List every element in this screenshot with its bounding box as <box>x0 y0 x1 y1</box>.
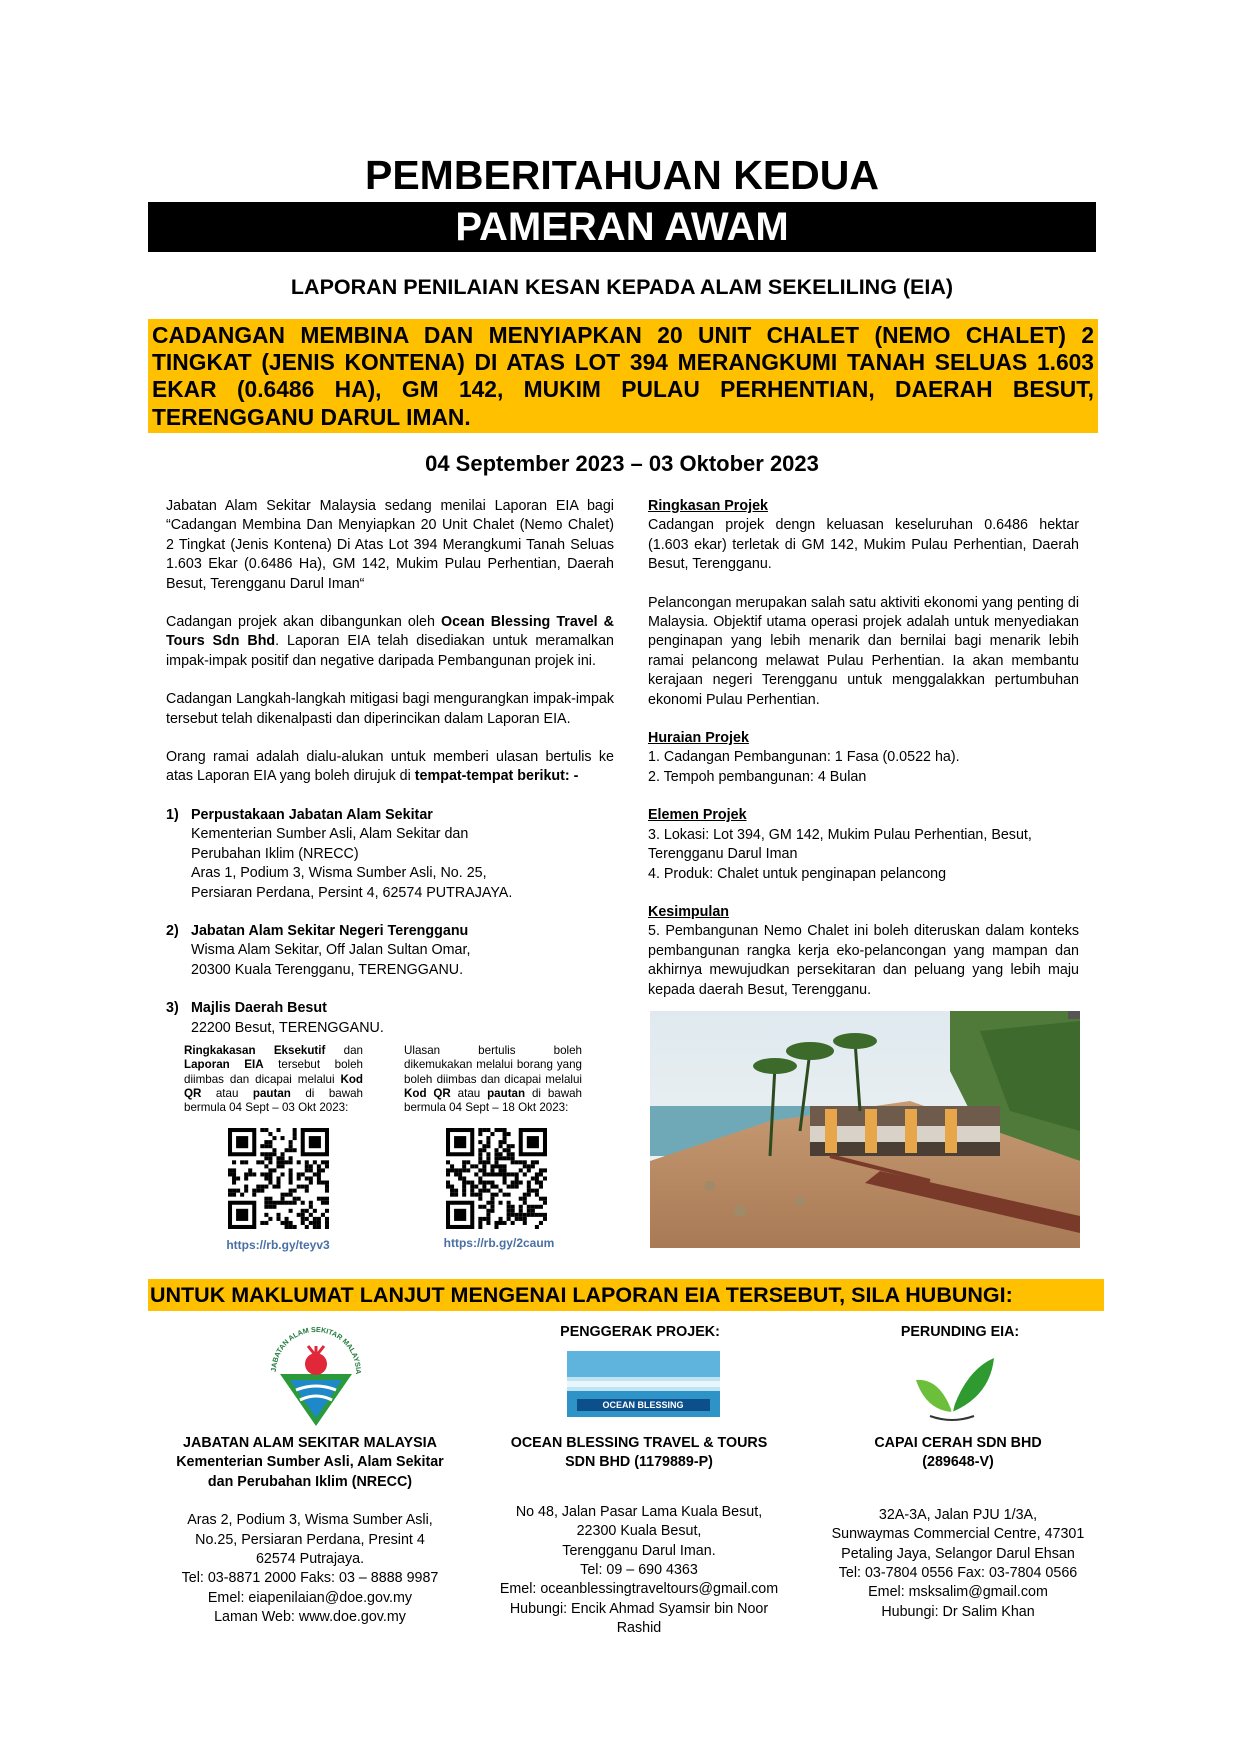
conclusion-section <box>648 903 1079 1000</box>
conclusion-heading: Kesimpulan <box>648 903 730 920</box>
consultant-name: CAPAI CERAH SDN BHD <box>874 1435 1042 1451</box>
location-item <box>166 999 614 1038</box>
proponent-address-line: No 48, Jalan Pasar Lama Kuala Besut, <box>515 1503 763 1520</box>
qr2-text-i: di bawah bermula 04 Sept – 18 Okt 2023: <box>404 1086 582 1115</box>
doe-phone: Tel: 03-8871 2000 Faks: 03 – 8888 9987 <box>181 1570 439 1587</box>
doe-ministry: Kementerian Sumber Asli, Alam Sekitar <box>176 1454 444 1471</box>
location-address-line: Aras 1, Podium 3, Wisma Sumber Asli, No. 25, <box>191 865 487 882</box>
description-item: 1. Cadangan Pembangunan: 1 Fasa (0.0522 ha). <box>648 749 960 766</box>
qr2-text-h: pautan <box>487 1086 526 1100</box>
location-number: 2) <box>166 922 179 939</box>
right-column <box>648 497 1079 1019</box>
qr-description-comment <box>404 1044 582 1115</box>
location-address-line: Perubahan Iklim (NRECC) <box>191 845 359 862</box>
elements-item: 4. Produk: Chalet untuk penginapan pelancong <box>648 865 947 882</box>
location-name: Majlis Daerah Besut <box>191 1000 327 1017</box>
qr2-text-g: atau <box>450 1086 488 1100</box>
doe-website[interactable]: Laman Web: www.doe.gov.my <box>214 1609 406 1626</box>
description-section <box>648 729 1079 787</box>
contact-heading-bar: UNTUK MAKLUMAT LANJUT MENGENAI LAPORAN EIA TERSEBUT, SILA HUBUNGI: <box>148 1279 1104 1311</box>
location-item <box>166 922 614 980</box>
qr-code-comment[interactable] <box>446 1128 547 1229</box>
qr1-text-a: Ringkakasan <box>184 1044 274 1057</box>
qr1-text-c: dan <box>325 1044 363 1057</box>
elements-section <box>648 806 1079 884</box>
developer-text: Cadangan projek akan dibangunkan oleh <box>166 614 441 631</box>
report-subtitle: LAPORAN PENILAIAN KESAN KEPADA ALAM SEKELILING (EIA) <box>290 275 954 299</box>
location-address-line: Persiaran Perdana, Persint 4, 62574 PUTRAJAYA. <box>191 884 513 901</box>
location-number: 3) <box>166 1000 179 1017</box>
notice-title: PEMBERITAHUAN KEDUA <box>364 152 880 198</box>
doe-address-line: No.25, Persiaran Perdana, Presint 4 <box>195 1531 425 1548</box>
exhibition-dates: 04 September 2023 – 03 Oktober 2023 <box>425 451 819 476</box>
summary-link[interactable]: https://rb.gy/teyv3 <box>226 1238 330 1252</box>
proponent-address-line: 22300 Kuala Besut, <box>576 1523 702 1540</box>
public-comment-paragraph <box>166 748 614 787</box>
summary-paragraph-2: Pelancongan merupakan salah satu aktiviti ekonomi yang penting di Malaysia. Objektif utama operasi projek adalah untuk menyediakan penginapan yang lebih menarik dan bernilai bagi menarik lebih ramai pelancong melawat Pulau Perhentian. Ia akan membantu kerajaan negeri Terengganu untuk menggalakkan pertumbuhan ekonomi Pulau Perhentian. <box>648 594 1079 708</box>
eia-consultant-label: PERUNDING EIA: <box>900 1324 1020 1340</box>
project-proposal-title: CADANGAN MEMBINA DAN MENYIAPKAN 20 UNIT CHALET (NEMO CHALET) 2 TINGKAT (JENIS KONTENA) DI ATAS LOT 394 MERANGKUMI TANAH SELUAS 1.603 EKAR (0.6486 HA), GM 142, MUKIM PULAU PERHENTIAN, DAERAH BESUT, TERENGGANU DARUL IMAN. <box>148 319 1098 433</box>
qr1-text-i: di bawah bermula 04 Sept – 03 Okt 2023: <box>184 1086 363 1115</box>
summary-section <box>648 497 1079 575</box>
capai-cerah-logo <box>906 1350 998 1422</box>
proponent-address-line: Terengganu Darul Iman. <box>562 1542 716 1559</box>
developer-text-end: . Laporan EIA telah disediakan untuk meramalkan impak-impak positif dan negative daripada Pembangunan projek ini. <box>166 633 615 669</box>
elements-item: Terengganu Darul Iman <box>648 846 798 863</box>
consultant-address-line: Petaling Jaya, Selangor Darul Ehsan <box>841 1545 1075 1562</box>
chalet-rendering-image <box>650 1011 1080 1248</box>
proponent-reg: SDN BHD (1179889-P) <box>565 1454 713 1471</box>
qr2-text-a: Ulasan bertulis boleh dikemukakan melalui borang yang boleh diimbas dan dicapai melalui <box>404 1044 582 1086</box>
location-list <box>166 806 614 1038</box>
qr2-text-f: Kod QR <box>404 1086 451 1100</box>
developer-paragraph <box>166 613 614 671</box>
proponent-phone: Tel: 09 – 690 4363 <box>580 1562 698 1579</box>
location-name: Jabatan Alam Sekitar Negeri Terengganu <box>191 922 469 939</box>
conclusion-text: 5. Pembangunan Nemo Chalet ini boleh diteruskan dalam konteks pembangunan rangka kerja eko-pelancongan yang mampan dan akhirnya mewujudkan persekitaran dan peluang yang lebih maju kepada daerah Besut, Terengganu. <box>648 923 1079 998</box>
qr-description-summary <box>184 1044 363 1115</box>
doe-logo <box>262 1316 370 1434</box>
proponent-contact-person: Hubungi: Encik Ahmad Syamsir bin Noor <box>509 1600 769 1617</box>
location-address-line: Kementerian Sumber Asli, Alam Sekitar dan <box>191 826 469 843</box>
elements-item: 3. Lokasi: Lot 394, GM 142, Mukim Pulau Perhentian, Besut, <box>648 826 1032 843</box>
location-address-line: 22200 Besut, TERENGGANU. <box>191 1019 384 1036</box>
location-address-line: 20300 Kuala Terengganu, TERENGGANU. <box>191 961 464 978</box>
consultant-reg: (289648-V) <box>922 1454 994 1471</box>
location-name: Perpustakaan Jabatan Alam Sekitar <box>191 806 433 823</box>
qr1-text-b: Eksekutif <box>273 1044 326 1057</box>
mitigation-paragraph: Cadangan Langkah-langkah mitigasi bagi mengurangkan impak-impak tersebut telah dikenalpasti dan diperincikan dalam Laporan EIA. <box>166 691 614 727</box>
proponent-email[interactable]: Emel: oceanblessingtraveltours@gmail.com <box>499 1581 779 1598</box>
consultant-email[interactable]: Emel: msksalim@gmail.com <box>868 1584 1048 1601</box>
qr1-text-d: Laporan EIA <box>184 1058 264 1072</box>
consultant-contact <box>818 1434 1098 1622</box>
left-column <box>166 497 614 1057</box>
location-number: 1) <box>166 806 179 823</box>
developer-name: Ocean Blessing Travel & Tours Sdn Bhd <box>166 614 614 650</box>
ocean-blessing-logo-text: OCEAN BLESSING <box>602 1400 684 1410</box>
proponent-contact-person: Rashid <box>616 1620 662 1637</box>
consultant-address-line: Sunwaymas Commercial Centre, 47301 <box>831 1526 1085 1543</box>
qr1-text-h: pautan <box>252 1086 291 1100</box>
intro-paragraph: Jabatan Alam Sekitar Malaysia sedang menilai Laporan EIA bagi “Cadangan Membina Dan Menyiapkan 20 Unit Chalet (Nemo Chalet) 2 Tingkat (Jenis Kontena) Di Atas Lot 394 Merangkumi Tanah Seluas 1.603 Ekar (0.6486 Ha), GM 142, Mukim Pulau Perhentian, Daerah Besut, Terengganu Darul Iman“ <box>166 498 614 592</box>
consultant-address-line: 32A-3A, Jalan PJU 1/3A, <box>878 1506 1038 1523</box>
comment-link[interactable]: https://rb.gy/2caum <box>443 1236 555 1250</box>
doe-ministry: dan Perubahan Iklim (NRECC) <box>207 1473 413 1490</box>
consultant-phone: Tel: 03-7804 0556 Fax: 03-7804 0566 <box>838 1565 1078 1582</box>
consultant-contact-person: Hubungi: Dr Salim Khan <box>881 1603 1035 1620</box>
public-comment-places: tempat-tempat berikut: - <box>414 768 579 785</box>
description-item: 2. Tempoh pembangunan: 4 Bulan <box>648 768 867 785</box>
proponent-contact <box>474 1434 804 1639</box>
elements-heading: Elemen Projek <box>648 807 747 824</box>
summary-paragraph-1: Cadangan projek dengn keluasan keseluruhan 0.6486 hektar (1.603 ekar) terletak di GM 142, Mukim Pulau Perhentian, Daerah Besut, Terengganu. <box>648 517 1079 573</box>
qr1-text-g: atau <box>201 1086 253 1100</box>
qr1-text-e: tersebut boleh diimbas dan dicapai melalui <box>184 1058 363 1086</box>
ocean-blessing-logo <box>567 1351 720 1417</box>
doe-address-line: 62574 Putrajaya. <box>255 1551 365 1568</box>
doe-email[interactable]: Emel: eiapenilaian@doe.gov.my <box>207 1589 413 1606</box>
doe-name: JABATAN ALAM SEKITAR MALAYSIA <box>183 1435 437 1451</box>
doe-contact <box>160 1434 460 1628</box>
location-item <box>166 806 614 903</box>
project-proponent-label: PENGGERAK PROJEK: <box>560 1324 720 1340</box>
proponent-name: OCEAN BLESSING TRAVEL & TOURS <box>510 1435 768 1451</box>
doe-logo-text: JABATAN ALAM SEKITAR MALAYSIA <box>268 1324 364 1375</box>
summary-heading: Ringkasan Projek <box>648 498 768 514</box>
qr1-text-f: Kod QR <box>184 1072 363 1100</box>
public-comment-text: Orang ramai adalah dialu-alukan untuk memberi ulasan bertulis ke atas Laporan EIA yang boleh dirujuk di <box>166 749 614 785</box>
doe-address-line: Aras 2, Podium 3, Wisma Sumber Asli, <box>187 1512 433 1529</box>
qr-code-summary[interactable] <box>228 1128 329 1229</box>
location-address-line: Wisma Alam Sekitar, Off Jalan Sultan Omar, <box>191 942 471 959</box>
exhibition-banner: PAMERAN AWAM <box>148 202 1096 252</box>
description-heading: Huraian Projek <box>648 730 749 747</box>
